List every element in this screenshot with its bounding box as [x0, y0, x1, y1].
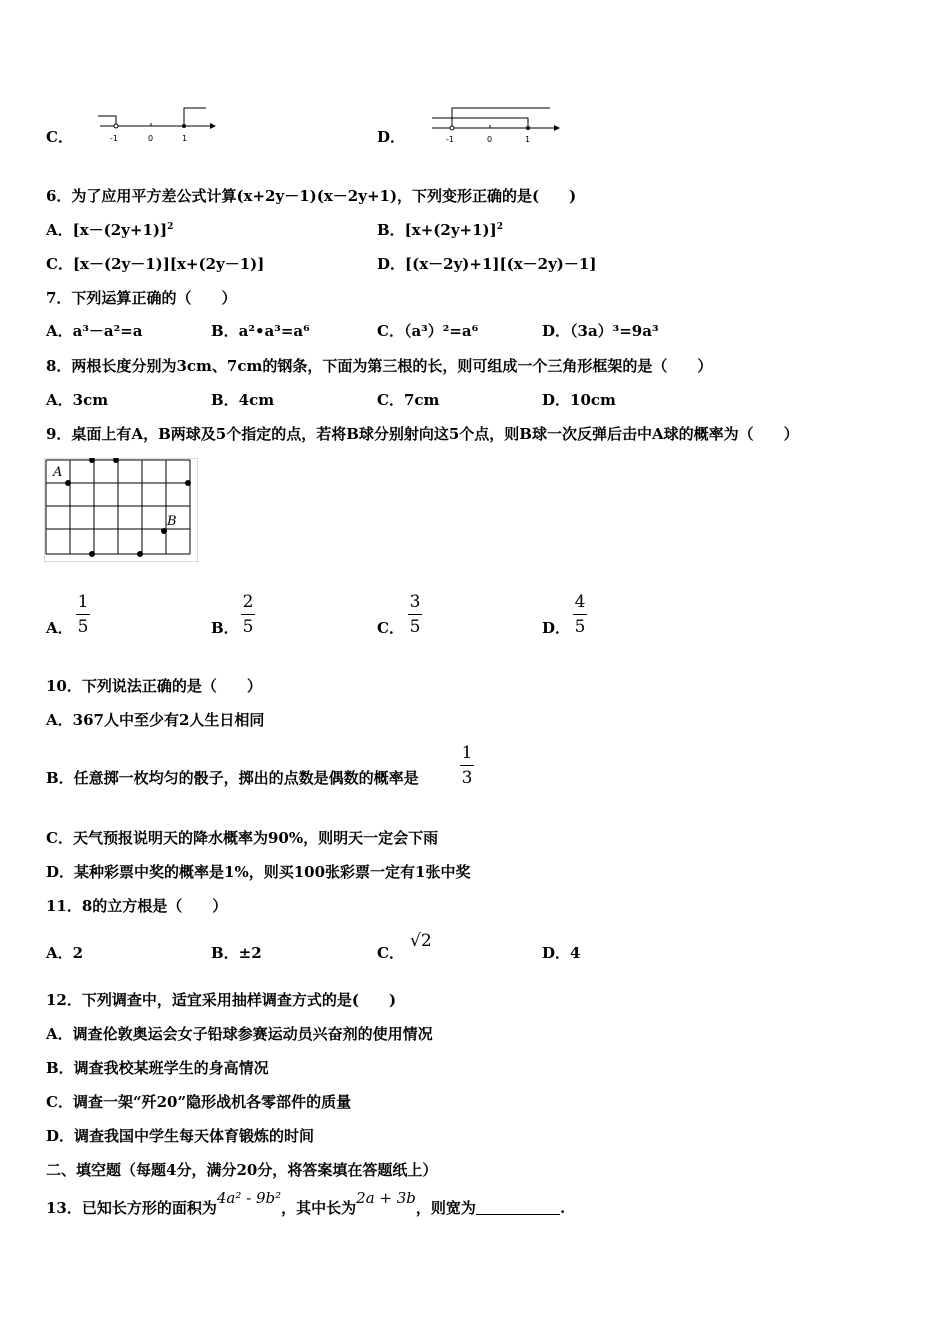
q9-option-d-label: D． — [542, 619, 571, 637]
q6-option-c: C．[x－(2y－1)][x+(2y－1)] — [46, 255, 265, 273]
q9-option-c-label: C． — [377, 619, 404, 637]
q10-option-b-fraction: $\frac{1}{3}$ — [461, 743, 473, 788]
target-point — [137, 551, 143, 557]
q12-option-a: A．调查伦敦奥运会女子铅球参赛运动员兴奋剂的使用情况 — [46, 1025, 433, 1043]
q9-option-a-label: A． — [46, 619, 73, 637]
q11-option-d: D．4 — [542, 944, 581, 962]
q7-option-b: B．a²•a³=a⁶ — [211, 322, 310, 340]
q5-option-c-numberline — [96, 104, 216, 146]
q6-option-a: A．$[x-(2y+1)]^2$ — [46, 221, 174, 239]
q6-option-d: D．[(x－2y)+1][(x－2y)－1] — [377, 255, 597, 273]
q10-option-a: A．367人中至少有2人生日相同 — [46, 711, 265, 729]
q13-line: 13．已知长方形的面积为4a² - 9b²，其中长为2a + 3b，则宽为 . — [46, 1189, 566, 1217]
target-point — [89, 551, 95, 557]
q9-grid-figure — [44, 458, 198, 562]
q10-option-c: C．天气预报说明天的降水概率为90%，则明天一定会下雨 — [46, 829, 439, 847]
q12-option-b: B．调查我校某班学生的身高情况 — [46, 1059, 269, 1077]
q6-stem: 6．为了应用平方差公式计算(x+2y－1)(x－2y+1)，下列变形正确的是( ) — [46, 187, 577, 205]
q7-option-a: A．a³－a²=a — [46, 322, 143, 340]
q8-stem: 8．两根长度分别为3cm、7cm的钢条，下面为第三根的长，则可组成一个三角形框架的是（ ） — [46, 357, 713, 375]
q9-option-d-fraction: $\frac{4}{5}$ — [574, 592, 586, 637]
q7-stem: 7．下列运算正确的（ ） — [46, 289, 237, 307]
section-2-title: 二、填空题（每题4分，满分20分，将答案填在答题纸上） — [46, 1161, 438, 1179]
q11-option-a: A．2 — [46, 944, 84, 962]
q8-option-c: C．7cm — [377, 391, 440, 409]
q10-option-b: B．任意掷一枚均匀的骰子，掷出的点数是偶数的概率是 — [46, 769, 419, 787]
q11-option-c-label: C． — [377, 944, 404, 962]
q7-option-d: D．（3a）³=9a³ — [542, 322, 659, 340]
q9-option-a-fraction: $\frac{1}{5}$ — [77, 592, 89, 637]
q5-option-d-label: D． — [377, 128, 406, 146]
q12-option-c: C．调查一架“歼20”隐形战机各零部件的质量 — [46, 1093, 352, 1111]
ball-b-label: B — [167, 514, 177, 529]
q11-option-b: B．±2 — [211, 944, 262, 962]
ball-a-label: A — [53, 465, 63, 480]
tick-label: 1 — [182, 134, 188, 143]
q12-option-d: D．调查我国中学生每天体育锻炼的时间 — [46, 1127, 315, 1145]
tick-label: -1 — [446, 135, 454, 144]
q6-option-b: B．$[x+(2y+1)]^2$ — [377, 221, 504, 239]
q9-stem: 9．桌面上有A，B两球及5个指定的点，若将B球分别射向这5个点，则B球一次反弹后击中A球的概率为（ ） — [46, 425, 799, 443]
q12-stem: 12．下列调查中，适宜采用抽样调查方式的是( ) — [46, 991, 397, 1009]
ball-a-point — [65, 480, 71, 486]
q13-answer-blank[interactable] — [476, 1200, 560, 1215]
q9-option-c-fraction: $\frac{3}{5}$ — [409, 592, 421, 637]
q5-option-d-numberline — [430, 102, 562, 146]
q10-option-d: D．某种彩票中奖的概率是1%，则买100张彩票一定有1张中奖 — [46, 863, 471, 881]
q13-length-expr: 2a + 3b — [356, 1189, 416, 1207]
tick-label: -1 — [110, 134, 118, 143]
q5-option-c-label: C． — [46, 128, 73, 146]
q9-option-b-label: B． — [211, 619, 239, 637]
q8-option-b: B．4cm — [211, 391, 275, 409]
q7-option-c: C．（a³）²=a⁶ — [377, 322, 479, 340]
tick-label: 1 — [525, 135, 531, 144]
q9-option-b-fraction: $\frac{2}{5}$ — [242, 592, 254, 637]
q8-option-d: D．10cm — [542, 391, 616, 409]
tick-label: 0 — [487, 135, 493, 144]
q10-stem: 10．下列说法正确的是（ ） — [46, 677, 262, 695]
target-point — [185, 480, 191, 486]
q11-option-c-sqrt: √2 — [410, 931, 432, 951]
q11-stem: 11．8的立方根是（ ） — [46, 897, 228, 915]
q8-option-a: A．3cm — [46, 391, 109, 409]
q13-area-expr: 4a² - 9b² — [216, 1189, 282, 1207]
tick-label: 0 — [148, 134, 154, 143]
